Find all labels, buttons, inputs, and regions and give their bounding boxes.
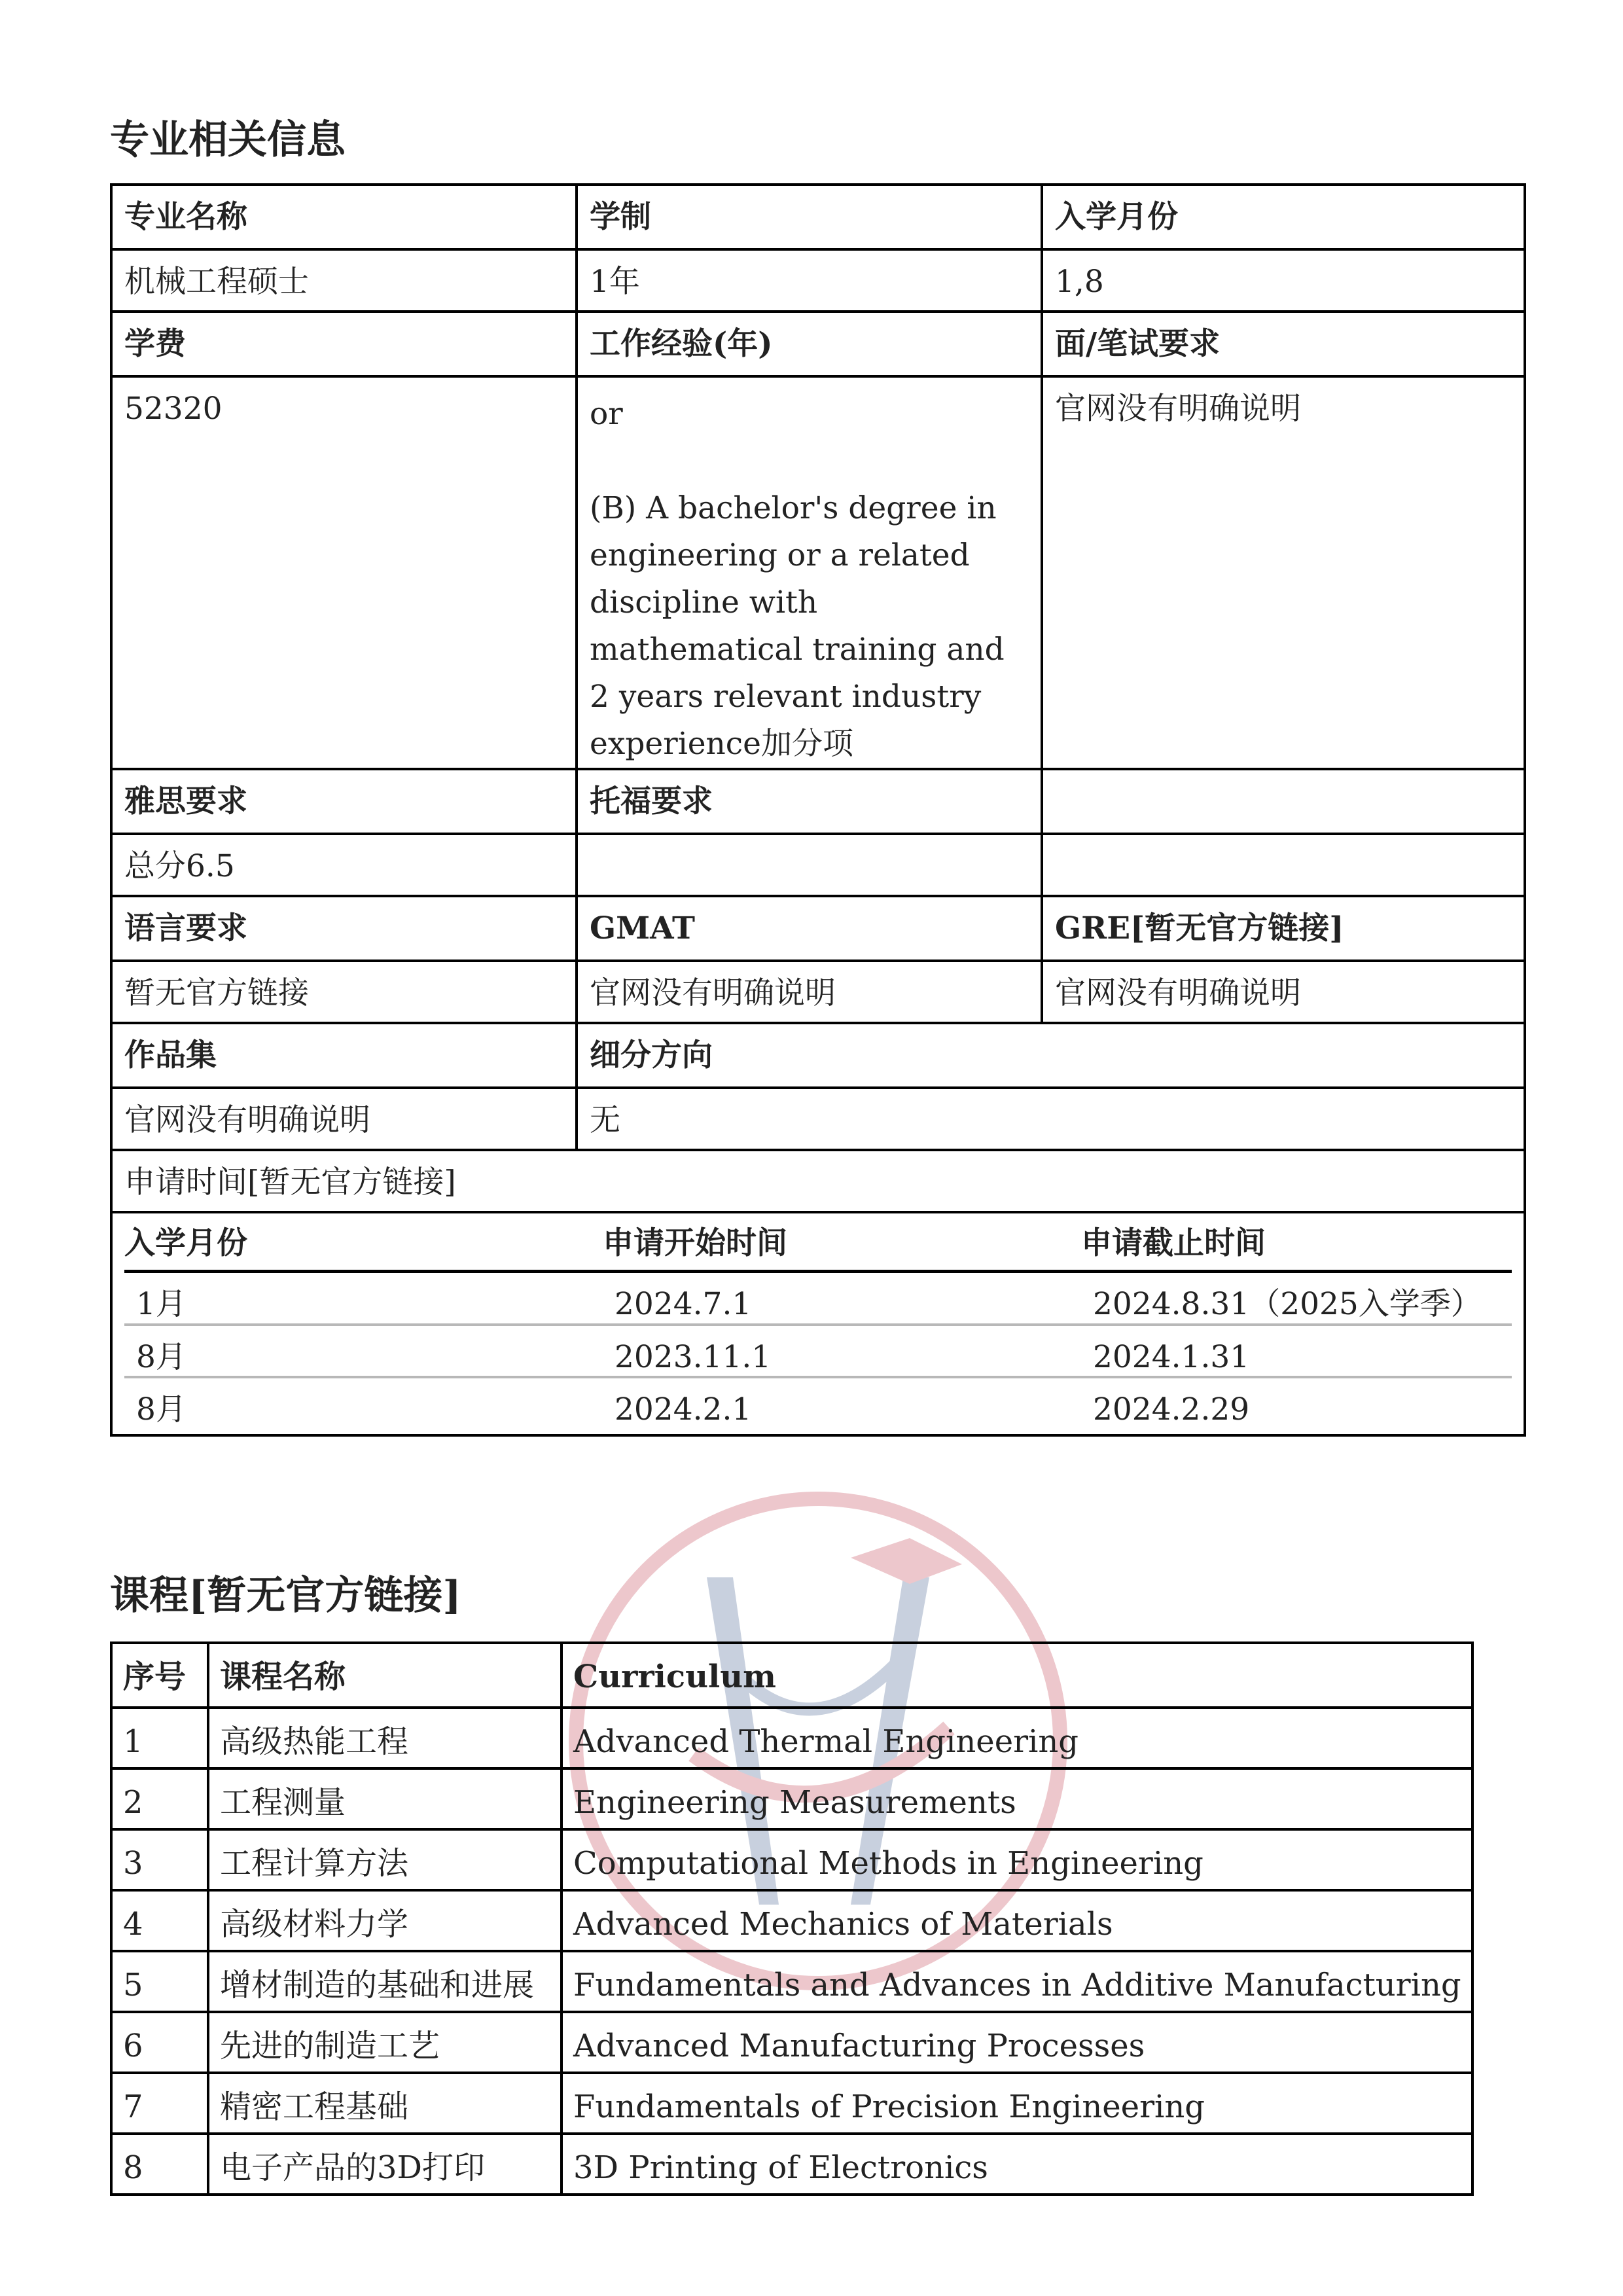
portfolio-value: 官网没有明确说明 [111, 1088, 577, 1150]
value-row-5 [111, 1088, 1525, 1150]
curriculum-header: Curriculum [562, 1643, 1472, 1708]
interview-value: 官网没有明确说明 [1042, 376, 1525, 769]
application-row [124, 1325, 1512, 1377]
interview-label: 面/笔试要求 [1042, 312, 1525, 376]
course-name-cn: 高级热能工程 [208, 1708, 562, 1768]
header-row-5 [111, 1023, 1525, 1088]
course-name-en: Fundamentals of Precision Engineering [562, 2073, 1472, 2134]
application-row [124, 1272, 1512, 1325]
course-index: 8 [111, 2134, 208, 2195]
course-index: 2 [111, 1768, 208, 1829]
curriculum-title: 课程[暂无官方链接] [110, 1573, 461, 1619]
course-name-cn: 增材制造的基础和进展 [208, 1951, 562, 2012]
experience-label: 工作经验(年) [577, 312, 1042, 376]
app-deadline: 2024.1.31 [1081, 1325, 1512, 1377]
app-intake: 8月 [136, 1391, 187, 1428]
course-name-cn: 工程计算方法 [208, 1829, 562, 1890]
duration-value: 1年 [577, 249, 1042, 312]
direction-label: 细分方向 [577, 1023, 1525, 1088]
major-info-table [110, 183, 1526, 1437]
value-row-2 [111, 376, 1525, 769]
course-row [111, 2134, 1472, 2195]
header-row-1 [111, 185, 1525, 249]
curriculum-header-row [111, 1643, 1472, 1708]
curriculum-table [110, 1641, 1474, 2196]
header-row-4 [111, 896, 1525, 961]
course-name-cn: 高级材料力学 [208, 1890, 562, 1951]
course-name-cn: 精密工程基础 [208, 2073, 562, 2134]
intake-month-value: 1,8 [1042, 249, 1525, 312]
application-schedule-row [111, 1212, 1525, 1435]
app-deadline: 2024.8.31（2025入学季） [1081, 1272, 1512, 1325]
course-row [111, 2073, 1472, 2134]
course-index: 4 [111, 1890, 208, 1951]
course-name-cn: 电子产品的3D打印 [208, 2134, 562, 2195]
course-name-en: Advanced Thermal Engineering [562, 1708, 1472, 1768]
course-name-header: 课程名称 [208, 1643, 562, 1708]
course-name-cn: 先进的制造工艺 [208, 2012, 562, 2073]
course-row [111, 1768, 1472, 1829]
value-row-4 [111, 961, 1525, 1023]
empty-header-cell [1042, 769, 1525, 834]
language-value: 暂无官方链接 [111, 961, 577, 1023]
course-index: 1 [111, 1708, 208, 1768]
course-name-en: Computational Methods in Engineering [562, 1829, 1472, 1890]
language-label: 语言要求 [111, 896, 577, 961]
portfolio-label: 作品集 [111, 1023, 577, 1088]
course-name-cn: 工程测量 [208, 1768, 562, 1829]
course-row [111, 1708, 1472, 1768]
course-name-en: Engineering Measurements [562, 1768, 1472, 1829]
app-start-header: 申请开始时间 [603, 1219, 1081, 1272]
toefl-value [577, 834, 1042, 896]
course-row [111, 2012, 1472, 2073]
app-start: 2024.7.1 [603, 1272, 1081, 1325]
major-name-value: 机械工程硕士 [111, 249, 577, 312]
major-info-title: 专业相关信息 [110, 117, 346, 163]
app-intake-header: 入学月份 [124, 1219, 603, 1272]
tuition-value: 52320 [111, 376, 577, 769]
intake-month-label: 入学月份 [1042, 185, 1525, 249]
toefl-label: 托福要求 [577, 769, 1042, 834]
application-time-label: 申请时间[暂无官方链接] [111, 1150, 1525, 1212]
course-name-en: Advanced Manufacturing Processes [562, 2012, 1472, 2073]
index-header: 序号 [111, 1643, 208, 1708]
application-header-row [124, 1219, 1512, 1272]
application-schedule-table [124, 1219, 1512, 1429]
gre-value: 官网没有明确说明 [1042, 961, 1525, 1023]
app-intake: 1月 [124, 1272, 603, 1325]
course-index: 7 [111, 2073, 208, 2134]
course-name-en: Fundamentals and Advances in Additive Manufacturing [562, 1951, 1472, 2012]
duration-label: 学制 [577, 185, 1042, 249]
gre-label: GRE[暂无官方链接] [1042, 896, 1525, 961]
course-name-en: Advanced Mechanics of Materials [562, 1890, 1472, 1951]
course-index: 6 [111, 2012, 208, 2073]
gmat-label: GMAT [577, 896, 1042, 961]
ielts-label: 雅思要求 [111, 769, 577, 834]
course-index: 3 [111, 1829, 208, 1890]
experience-value [577, 376, 1042, 769]
course-index: 5 [111, 1951, 208, 2012]
app-deadline: 2024.2.29 [1093, 1391, 1250, 1428]
empty-value-cell [1042, 834, 1525, 896]
course-row [111, 1890, 1472, 1951]
header-row-2 [111, 312, 1525, 376]
value-row-3 [111, 834, 1525, 896]
application-row [124, 1377, 1512, 1428]
experience-line-2: (B) A bachelor's degree in engineering or a related discipline with mathematical training and 2 years relevant industry experience加分项 [590, 490, 1005, 762]
ielts-value: 总分6.5 [111, 834, 577, 896]
header-row-3 [111, 769, 1525, 834]
app-start: 2023.11.1 [603, 1325, 1081, 1377]
app-intake: 8月 [124, 1325, 603, 1377]
experience-line-1: or [590, 396, 623, 432]
app-start: 2024.2.1 [615, 1391, 752, 1428]
application-schedule-cell [111, 1212, 1525, 1435]
direction-value: 无 [577, 1088, 1525, 1150]
course-row [111, 1951, 1472, 2012]
value-row-1 [111, 249, 1525, 312]
major-name-label: 专业名称 [111, 185, 577, 249]
application-time-row [111, 1150, 1525, 1212]
course-row [111, 1829, 1472, 1890]
tuition-label: 学费 [111, 312, 577, 376]
gmat-value: 官网没有明确说明 [577, 961, 1042, 1023]
course-name-en: 3D Printing of Electronics [562, 2134, 1472, 2195]
app-deadline-header: 申请截止时间 [1081, 1219, 1512, 1272]
